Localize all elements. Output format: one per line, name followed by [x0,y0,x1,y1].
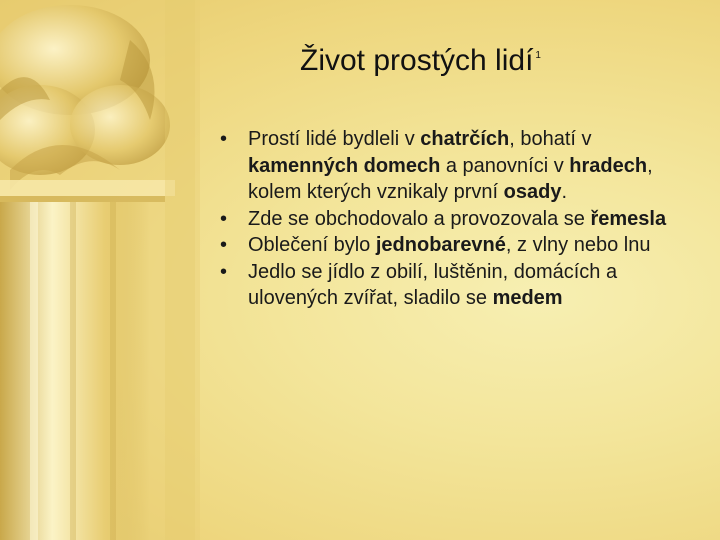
item-text: Oblečení bylo [248,234,376,256]
item-text: . [561,181,568,203]
item-bold-text: chatrčích [420,128,510,150]
item-bold-text: osady [503,181,562,203]
bullet-icon: • [220,207,228,230]
item-text: , z vlny nebo lnu [505,234,651,256]
bullet-icon: • [220,128,228,150]
bullet-icon: • [220,234,228,256]
slide-title-text: Život prostých lidí [300,44,534,77]
list-item [212,232,702,259]
title-footnote-mark: 1 [535,50,541,61]
classical-column-image [0,0,200,540]
item-bold-text: jednobarevné [375,234,506,256]
list-item [212,206,702,233]
list-item [212,126,702,206]
bullet-icon: • [220,260,228,283]
item-bold-text: řemesla [590,207,667,230]
bullet-list [212,126,702,312]
item-text: , bohatí v [509,128,592,150]
slide-title [300,44,680,78]
item-bold-text: kamenných domech [248,154,441,177]
item-bold-text: medem [492,287,563,309]
item-text: Jedlo se jídlo z obilí, luštěnin, domácích a ulovených zvířat, sladilo se [248,260,618,309]
item-text: Zde se obchodovalo a provozovala se [248,207,591,230]
item-bold-text: hradech [569,154,648,177]
item-text: , kolem kterých vznikaly první [248,154,653,203]
item-text: Prostí lidé bydleli v [248,128,421,150]
list-item [212,259,702,312]
item-text: a panovníci v [440,154,570,177]
